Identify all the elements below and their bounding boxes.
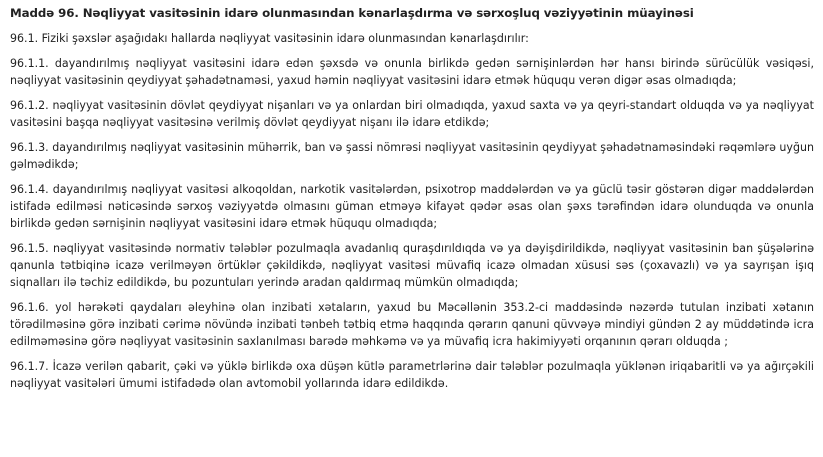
paragraph-96-1-7: 96.1.7. İcazə verilən qabarit, çəki və yüklə birlikdə oxa düşən kütlə parametrlərinə dair tələblər pozulmaqla yüklənən iriqabaritli və ya ağırçəkili nəqliyyat vasitələri ümumi istifadədə olan avtomobil yollarında idarə edildikdə. [10,360,814,390]
paragraph-96-1-5: 96.1.5. nəqliyyat vasitəsində normativ tələblər pozulmaqla avadanlıq quraşdırıldıqda və ya dəyişdirildikdə, nəqliyyat vasitəsinin ban şüşələrinə qanunla tətbiqinə icazə verilməyən örtüklər çəkildikdə, nəqliyyat vasitəsi müvafiq icazə olmadan xüsusi səs (çoxavazlı) və ya sayrışan işıq siqnalları ilə təchiz edildikdə, bu pozuntuları yerində aradan qaldırmaq mümkün olmadıqda; [10,242,814,289]
paragraph-96-1: 96.1. Fiziki şəxslər aşağıdakı hallarda nəqliyyat vasitəsinin idarə olunmasından kənarlaşdırılır: [10,32,529,45]
paragraph-96-1-1: 96.1.1. dayandırılmış nəqliyyat vasitəsini idarə edən şəxsdə və onunla birlikdə gedən sərnişinlərdən hər hansı birində sürücülük vəsiqəsi, nəqliyyat vasitəsinin qeydiyyat şəhadətnaməsi, yaxud həmin nəqliyyat vasitəsini idarə etmək hüququ verən digər əsas olmadıqda; [10,57,814,87]
paragraph-96-1-6: 96.1.6. yol hərəkəti qaydaları əleyhinə olan inzibati xətaların, yaxud bu Məcəllənin 353.2-ci maddəsində nəzərdə tutulan inzibati xətanın törədilməsinə görə inzibati cərimə növündə inzibati tənbeh tətbiq etmə haqqında qərarın qanuni qüvvəyə mindiyi gündən 2 ay müddətində icra edilməməsinə görə nəqliyyat vasitəsinin saxlanılması barədə məhkəmə və ya müvafiq icra hakimiyyəti orqanının qərarı olduqda ; [10,301,814,348]
paragraph-96-1-2: 96.1.2. nəqliyyat vasitəsinin dövlət qeydiyyat nişanları və ya onlardan biri olmadıqda, yaxud saxta və ya qeyri-standart olduqda və ya nəqliyyat vasitəsini başqa nəqliyyat vasitəsinə verilmiş dövlət qeydiyyat nişanı ilə idarə etdikdə; [10,99,814,129]
paragraph-96-1-4: 96.1.4. dayandırılmış nəqliyyat vasitəsi alkoqoldan, narkotik vasitələrdən, psixotrop maddələrdən və ya güclü təsir göstərən digər maddələrdən istifadə edilməsi nəticəsində sərxoş vəziyyətdə olmasını güman etməyə kifayət qədər əsas olan şəxs tərəfindən idarə olunduqda və onunla birlikdə gedən sərnişinin nəqliyyat vasitəsini idarə etmək hüququ olmadıqda; [10,183,814,230]
paragraph-96-1-3: 96.1.3. dayandırılmış nəqliyyat vasitəsinin mühərrik, ban və şassi nömrəsi nəqliyyat vasitəsinin qeydiyyat şəhadətnaməsindəki rəqəmlərə uyğun gəlmədikdə; [10,141,814,171]
article-title: Maddə 96. Nəqliyyat vasitəsinin idarə olunmasından kənarlaşdırma və sərxoşluq vəziyyətinin müayinəsi [10,6,694,20]
